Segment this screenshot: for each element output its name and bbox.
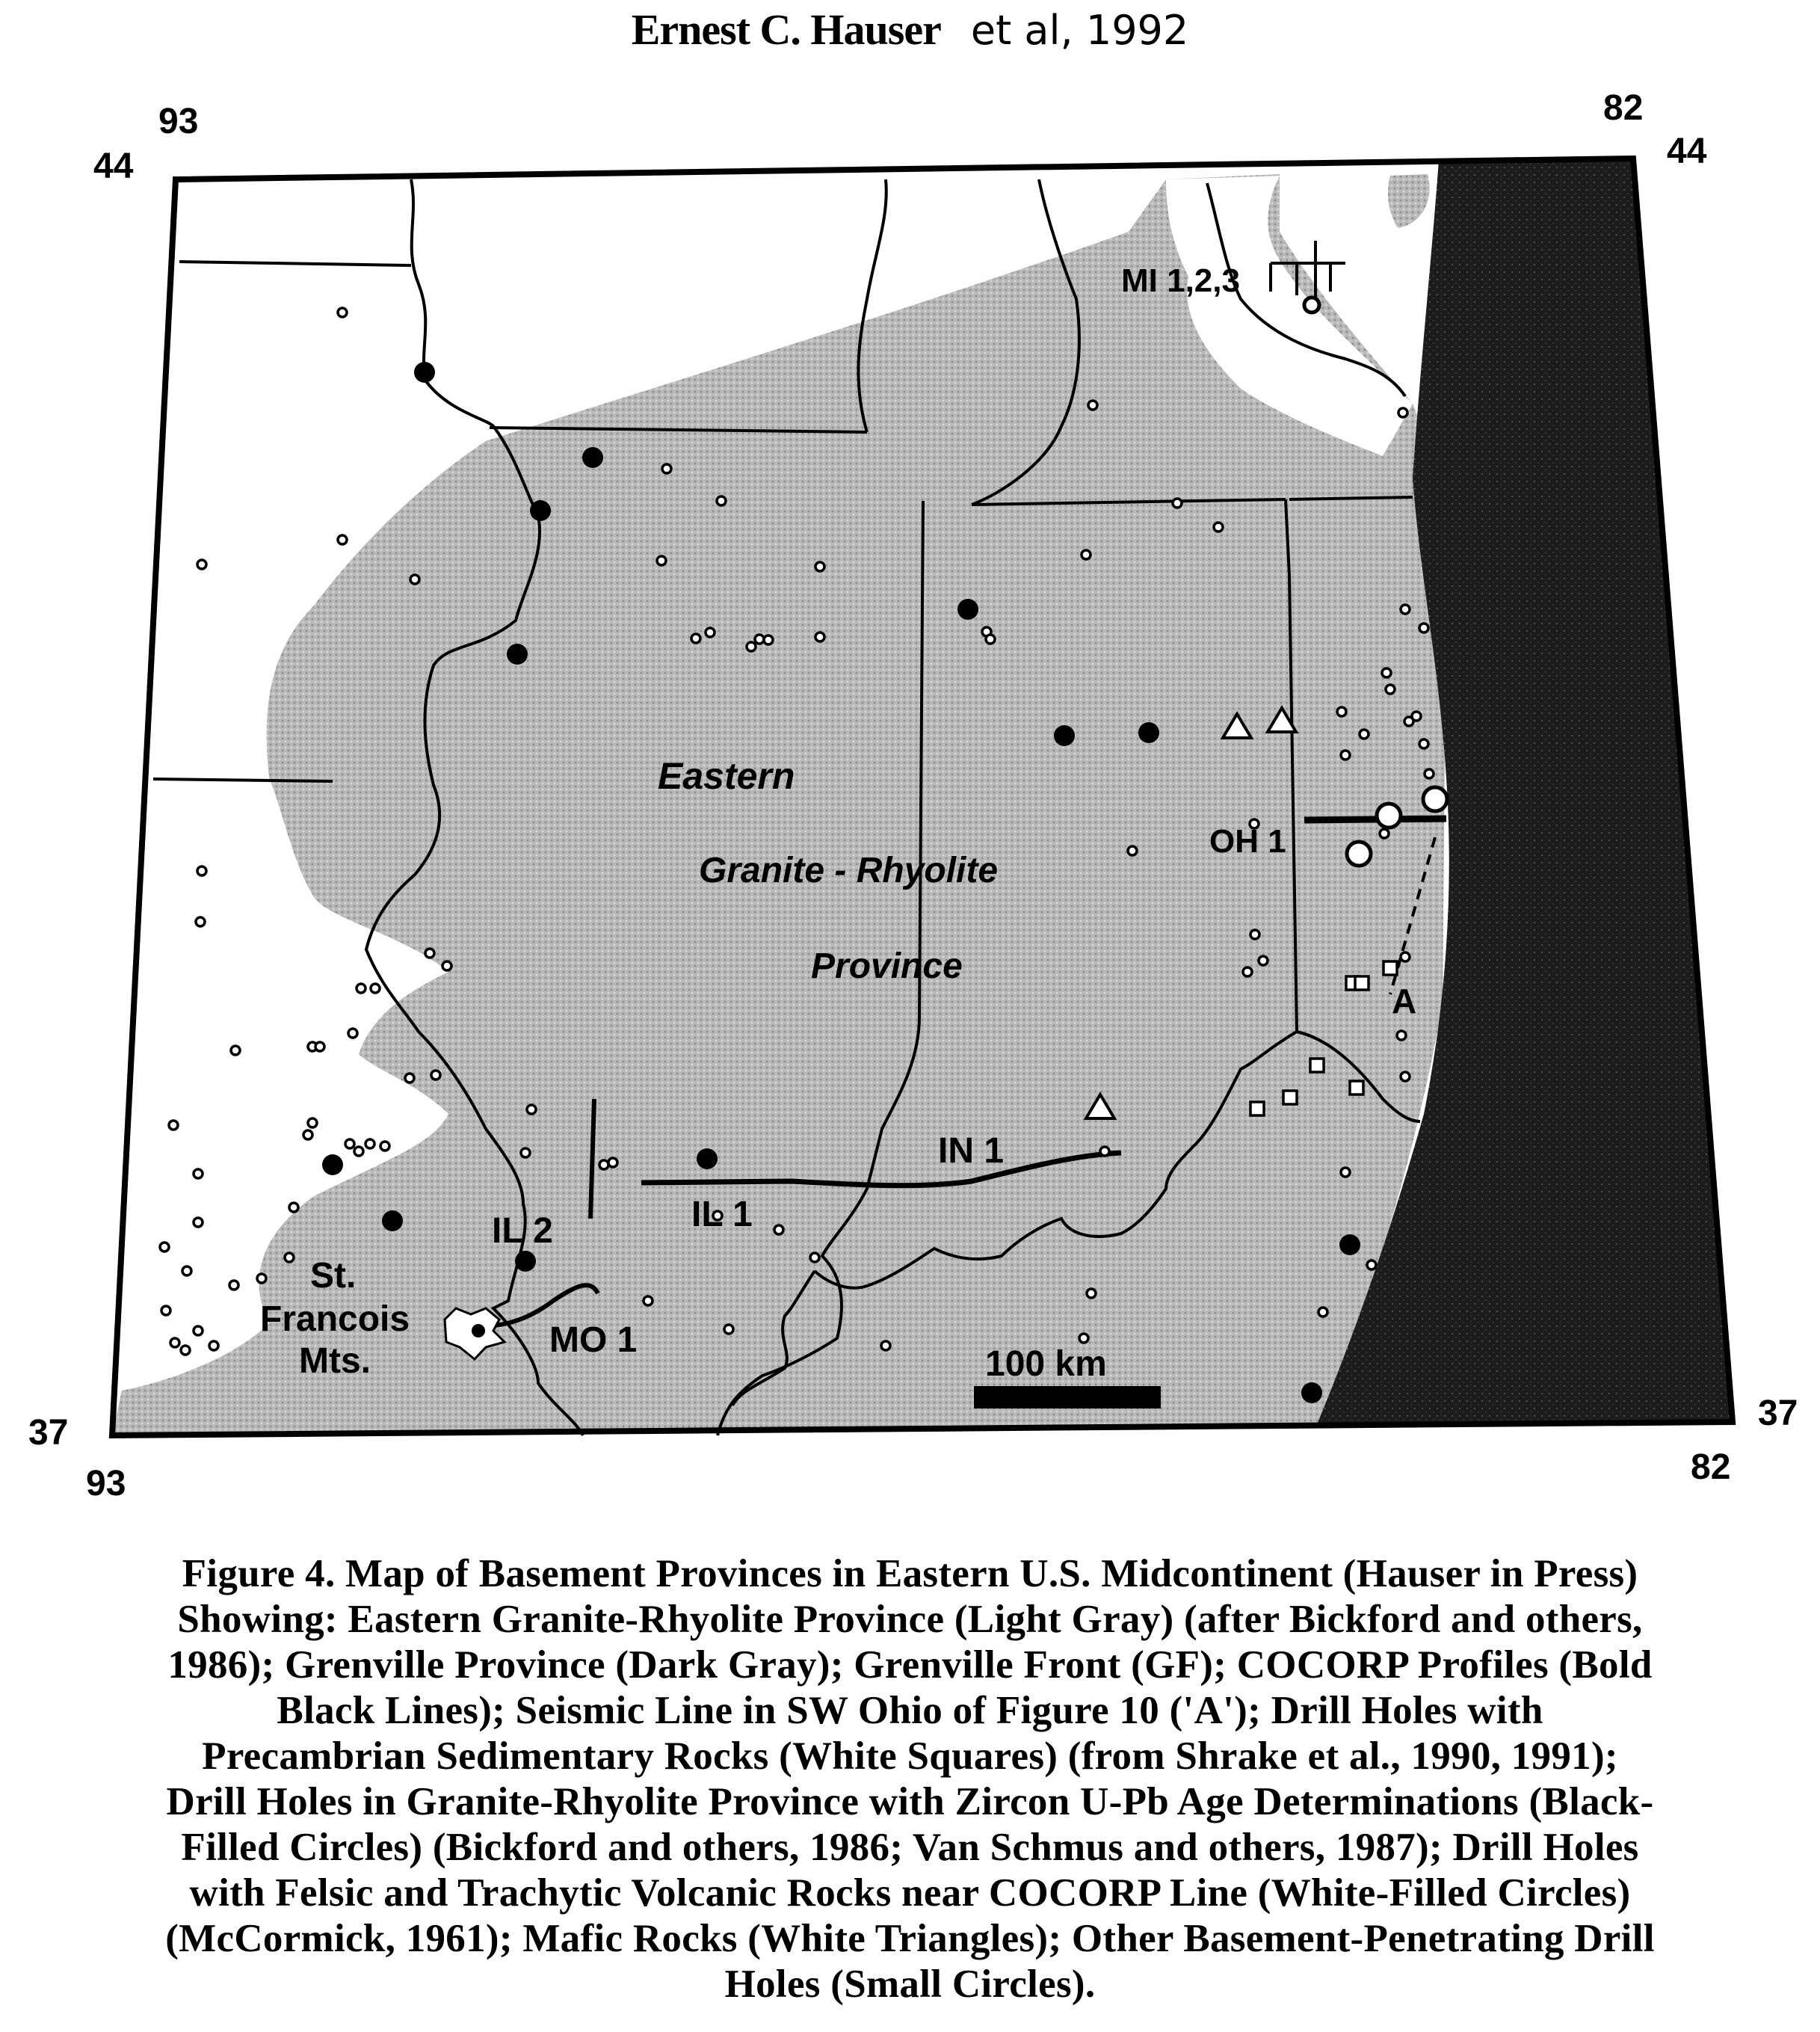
basement-province-map bbox=[0, 67, 1820, 1518]
small-drill-hole bbox=[338, 535, 347, 544]
small-drill-hole bbox=[1367, 1260, 1376, 1269]
corner-label-top-left-lon: 93 bbox=[158, 102, 199, 141]
black-filled-circle bbox=[1301, 1382, 1322, 1403]
caption-line: Showing: Eastern Granite-Rhyolite Province (Light Gray) (after Bickford and others, bbox=[177, 1598, 1643, 1641]
small-drill-hole bbox=[662, 464, 671, 473]
small-drill-hole bbox=[755, 635, 764, 644]
small-drill-hole bbox=[1425, 769, 1434, 778]
small-drill-hole bbox=[348, 1029, 357, 1038]
small-drill-hole bbox=[357, 984, 365, 993]
small-drill-hole bbox=[197, 866, 206, 875]
small-drill-hole bbox=[1401, 605, 1410, 614]
caption-line: Black Lines); Seismic Line in SW Ohio of Figure 10 ('A'); Drill Holes with bbox=[277, 1689, 1543, 1732]
label-il2: IL 2 bbox=[492, 1211, 553, 1251]
small-drill-hole bbox=[209, 1341, 218, 1350]
black-filled-circle bbox=[414, 362, 435, 383]
small-drill-hole bbox=[194, 1218, 203, 1227]
white-filled-circle bbox=[1347, 842, 1371, 866]
caption-line: Holes (Small Circles). bbox=[724, 1962, 1096, 2006]
black-filled-circle bbox=[530, 500, 551, 521]
small-drill-hole bbox=[229, 1281, 238, 1290]
small-drill-hole bbox=[691, 634, 700, 643]
small-drill-hole bbox=[881, 1341, 890, 1350]
corner-label-top-right-lon: 82 bbox=[1603, 88, 1644, 128]
small-drill-hole bbox=[380, 1142, 389, 1151]
small-drill-hole bbox=[644, 1296, 653, 1305]
small-drill-hole bbox=[1259, 956, 1268, 965]
white-filled-circle bbox=[1423, 787, 1447, 811]
corner-label-top-right-lat: 44 bbox=[1667, 132, 1707, 171]
black-filled-circle bbox=[582, 447, 603, 468]
small-drill-hole bbox=[1100, 1147, 1109, 1156]
label-in1: IN 1 bbox=[938, 1131, 1005, 1171]
small-drill-hole bbox=[1386, 685, 1395, 694]
white-square bbox=[1350, 1081, 1363, 1094]
small-drill-hole bbox=[1380, 829, 1389, 838]
small-drill-hole bbox=[724, 1325, 733, 1334]
small-drill-hole bbox=[303, 1130, 312, 1139]
place-label-francois: Francois bbox=[260, 1299, 410, 1339]
label-mo1: MO 1 bbox=[549, 1320, 638, 1360]
small-drill-hole bbox=[599, 1160, 608, 1169]
small-drill-hole bbox=[1382, 668, 1391, 677]
small-drill-hole bbox=[170, 1338, 179, 1347]
small-drill-hole bbox=[345, 1139, 354, 1148]
white-filled-circle bbox=[1304, 298, 1319, 313]
corner-label-top-left-lat: 44 bbox=[93, 147, 134, 186]
small-drill-hole bbox=[354, 1147, 363, 1156]
small-drill-hole bbox=[338, 308, 347, 317]
small-drill-hole bbox=[308, 1118, 317, 1127]
figure-caption bbox=[10, 1551, 1810, 2007]
white-square bbox=[1383, 961, 1397, 975]
small-drill-hole bbox=[1214, 523, 1223, 532]
small-drill-hole bbox=[1243, 967, 1252, 976]
small-drill-hole bbox=[194, 1326, 203, 1335]
small-drill-hole bbox=[1341, 751, 1350, 760]
small-drill-hole bbox=[657, 556, 666, 565]
small-drill-hole bbox=[410, 575, 419, 584]
small-drill-hole bbox=[161, 1306, 170, 1315]
page-header bbox=[0, 0, 1820, 60]
small-drill-hole bbox=[717, 496, 726, 505]
small-drill-hole bbox=[1360, 730, 1369, 739]
small-drill-hole bbox=[1341, 1168, 1350, 1177]
caption-line: with Felsic and Trachytic Volcanic Rocks near COCORP Line (White-Filled Circles) bbox=[189, 1871, 1631, 1915]
scale-bar-label: 100 km bbox=[985, 1344, 1107, 1384]
small-drill-hole bbox=[815, 562, 824, 571]
small-drill-hole bbox=[1337, 707, 1346, 716]
small-drill-hole bbox=[425, 949, 434, 958]
small-drill-hole bbox=[1397, 1031, 1406, 1040]
label-oh1: OH 1 bbox=[1209, 823, 1286, 860]
place-label-mts: Mts. bbox=[299, 1341, 371, 1381]
corner-label-bottom-left-lon: 93 bbox=[86, 1464, 126, 1503]
author-name: Ernest C. Hauser bbox=[631, 5, 941, 54]
corner-label-bottom-right-lon: 82 bbox=[1691, 1447, 1731, 1487]
province-label-line1: Eastern bbox=[658, 755, 795, 797]
small-drill-hole bbox=[1128, 846, 1137, 855]
small-drill-hole bbox=[1079, 1334, 1088, 1343]
oh1-profile bbox=[1304, 819, 1446, 820]
province-label-line2: Granite - Rhyolite bbox=[699, 851, 999, 890]
small-drill-hole bbox=[169, 1121, 178, 1130]
small-drill-hole bbox=[747, 642, 756, 651]
small-drill-hole bbox=[1401, 1072, 1410, 1081]
small-drill-hole bbox=[774, 1225, 783, 1234]
white-square bbox=[1355, 976, 1369, 990]
label-a: A bbox=[1392, 982, 1417, 1020]
place-label-st: St. bbox=[310, 1256, 357, 1296]
black-filled-circle bbox=[515, 1251, 536, 1272]
small-drill-hole bbox=[442, 961, 451, 970]
small-drill-hole bbox=[194, 1169, 203, 1178]
small-drill-hole bbox=[365, 1139, 374, 1148]
white-filled-circle bbox=[1377, 804, 1401, 828]
small-drill-hole bbox=[1412, 712, 1421, 721]
small-drill-hole bbox=[405, 1074, 414, 1083]
caption-line: Filled Circles) (Bickford and others, 1986; Van Schmus and others, 1987); Drill Holes bbox=[181, 1826, 1639, 1869]
black-filled-circle bbox=[1138, 722, 1159, 743]
citation: et al, 1992 bbox=[970, 7, 1189, 54]
small-drill-hole bbox=[196, 917, 205, 926]
caption-line: (McCormick, 1961); Mafic Rocks (White Triangles); Other Basement-Penetrating Drill bbox=[165, 1917, 1655, 1960]
black-filled-circle bbox=[1339, 1234, 1360, 1255]
black-filled-circle bbox=[957, 599, 978, 620]
small-drill-hole bbox=[431, 1071, 440, 1080]
scale-bar bbox=[974, 1386, 1161, 1408]
black-filled-circle bbox=[472, 1324, 485, 1337]
small-drill-hole bbox=[285, 1253, 294, 1262]
white-square bbox=[1310, 1059, 1324, 1072]
small-drill-hole bbox=[315, 1042, 324, 1051]
small-drill-hole bbox=[231, 1046, 240, 1055]
caption-line: Figure 4. Map of Basement Provinces in Eastern U.S. Midcontinent (Hauser in Press) bbox=[182, 1552, 1638, 1595]
black-filled-circle bbox=[382, 1210, 403, 1231]
small-drill-hole bbox=[1082, 550, 1091, 559]
small-drill-hole bbox=[1401, 952, 1410, 961]
white-square bbox=[1250, 1102, 1264, 1115]
small-drill-hole bbox=[764, 635, 773, 644]
caption-line: 1986); Grenville Province (Dark Gray); Grenville Front (GF); COCORP Profiles (Bold bbox=[167, 1643, 1653, 1687]
small-drill-hole bbox=[181, 1346, 190, 1355]
black-filled-circle bbox=[697, 1148, 718, 1169]
caption-line: Precambrian Sedimentary Rocks (White Squares) (from Shrake et al., 1990, 1991); bbox=[202, 1734, 1618, 1778]
black-filled-circle bbox=[507, 644, 528, 665]
small-drill-hole bbox=[1250, 930, 1259, 939]
small-drill-hole bbox=[1419, 739, 1428, 748]
small-drill-hole bbox=[527, 1105, 536, 1114]
small-drill-hole bbox=[289, 1203, 298, 1212]
corner-label-bottom-right-lat: 37 bbox=[1758, 1394, 1798, 1433]
small-drill-hole bbox=[810, 1253, 819, 1262]
small-drill-hole bbox=[257, 1274, 266, 1283]
corner-label-bottom-left-lat: 37 bbox=[28, 1413, 69, 1453]
small-drill-hole bbox=[1419, 624, 1428, 632]
small-drill-hole bbox=[521, 1148, 530, 1157]
small-drill-hole bbox=[986, 635, 995, 644]
label-mi: MI 1,2,3 bbox=[1121, 262, 1240, 299]
white-square bbox=[1283, 1091, 1297, 1104]
label-il1: IL 1 bbox=[691, 1195, 753, 1234]
small-drill-hole bbox=[1318, 1308, 1327, 1317]
small-drill-hole bbox=[815, 632, 824, 641]
province-label-line3: Province bbox=[811, 946, 963, 986]
small-drill-hole bbox=[197, 560, 206, 569]
small-drill-hole bbox=[1088, 401, 1097, 410]
small-drill-hole bbox=[1087, 1289, 1096, 1298]
small-drill-hole bbox=[706, 628, 715, 637]
small-drill-hole bbox=[1398, 408, 1407, 417]
black-filled-circle bbox=[1054, 725, 1075, 746]
small-drill-hole bbox=[182, 1266, 191, 1275]
small-drill-hole bbox=[608, 1158, 617, 1167]
small-drill-hole bbox=[1173, 499, 1182, 508]
small-drill-hole bbox=[160, 1243, 169, 1251]
black-filled-circle bbox=[322, 1154, 343, 1175]
caption-line: Drill Holes in Granite-Rhyolite Province with Zircon U-Pb Age Determinations (Black- bbox=[166, 1780, 1654, 1823]
small-drill-hole bbox=[371, 984, 380, 993]
